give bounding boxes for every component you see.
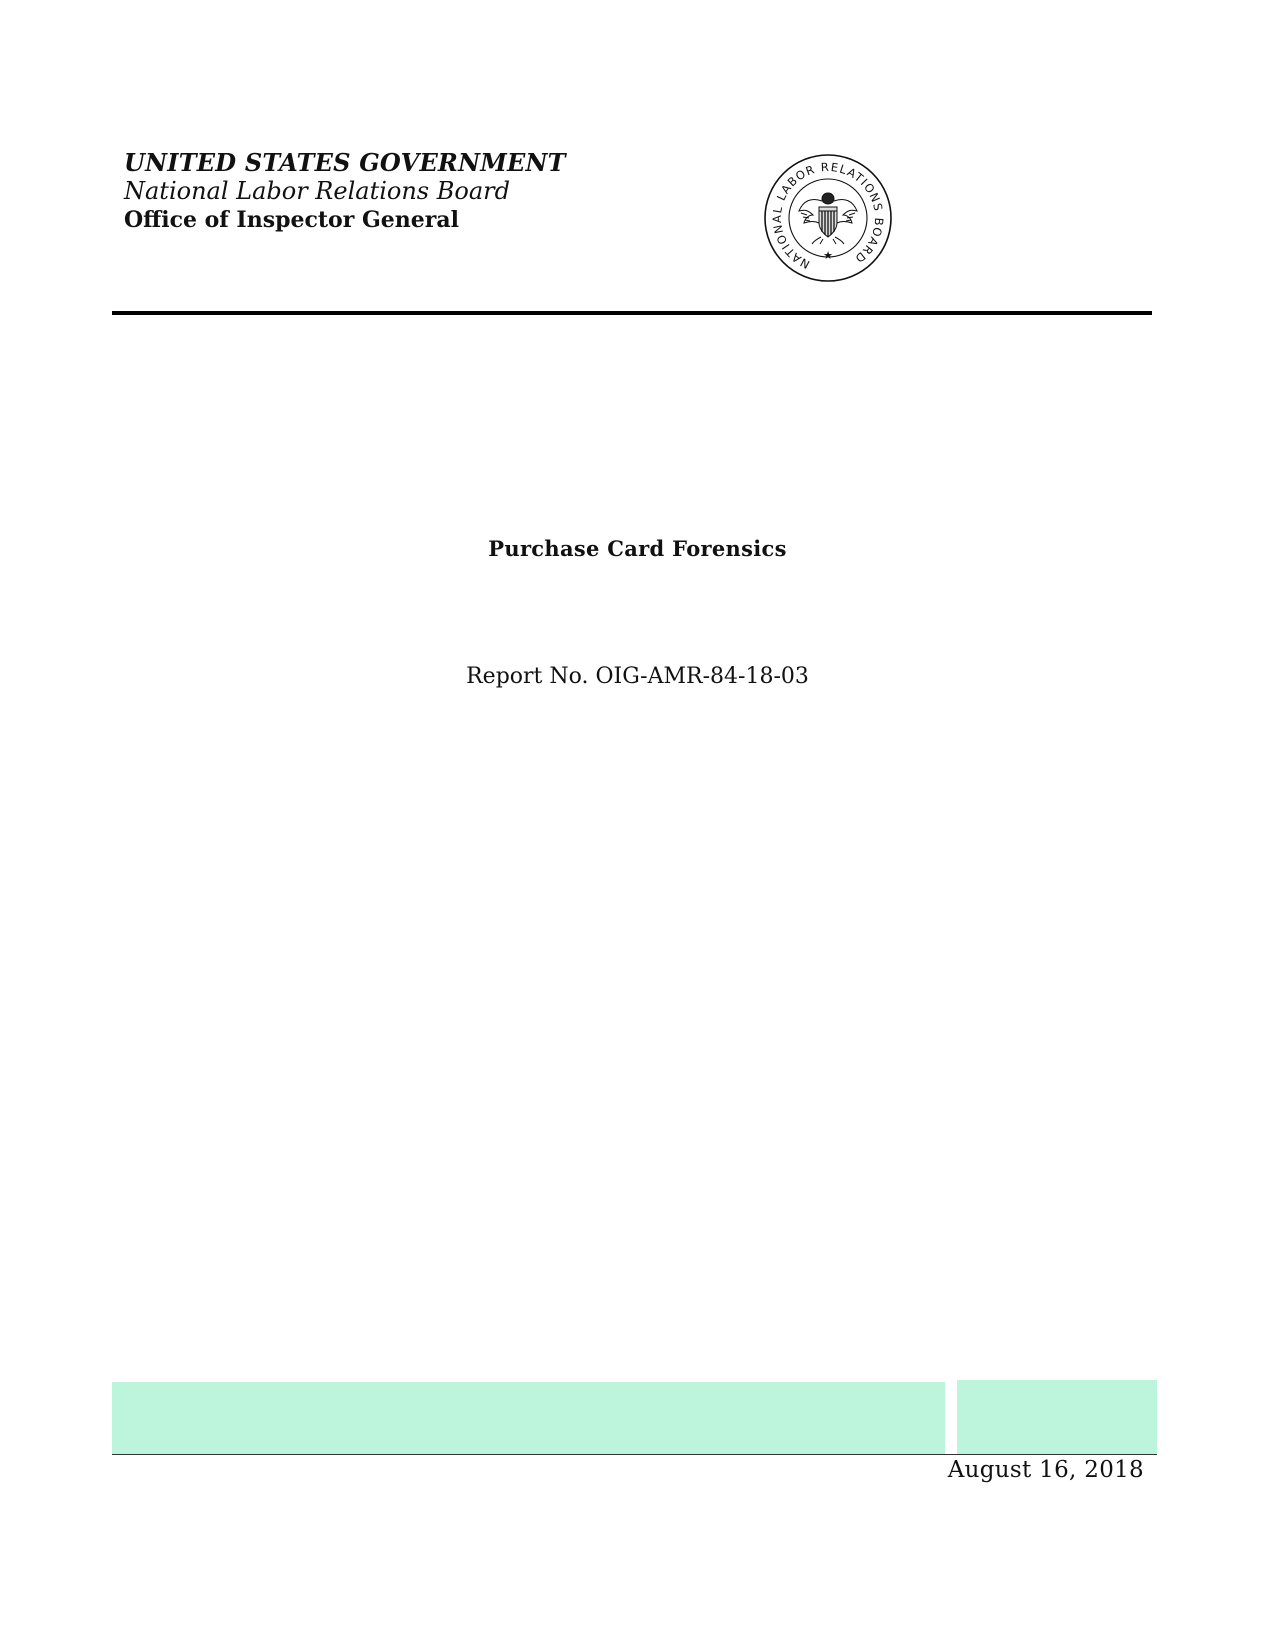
footer-divider (112, 1454, 1157, 1455)
footer-band-left (112, 1382, 945, 1454)
report-number: Report No. OIG-AMR-84-18-03 (466, 664, 809, 689)
header-block (124, 148, 566, 233)
svg-text:★: ★ (823, 249, 833, 262)
svg-text:NATIONAL LABOR RELATIONS BOARD: NATIONAL LABOR RELATIONS BOARD (769, 159, 887, 272)
nlrb-seal-logo (763, 153, 893, 283)
office-name: Office of Inspector General (124, 206, 459, 233)
report-title: Purchase Card Forensics (488, 536, 787, 561)
report-date: August 16, 2018 (947, 1457, 1144, 1483)
footer-band-right (957, 1380, 1157, 1454)
agency-name: National Labor Relations Board (124, 177, 510, 206)
header-divider (112, 311, 1152, 315)
government-title: UNITED STATES GOVERNMENT (124, 148, 566, 177)
